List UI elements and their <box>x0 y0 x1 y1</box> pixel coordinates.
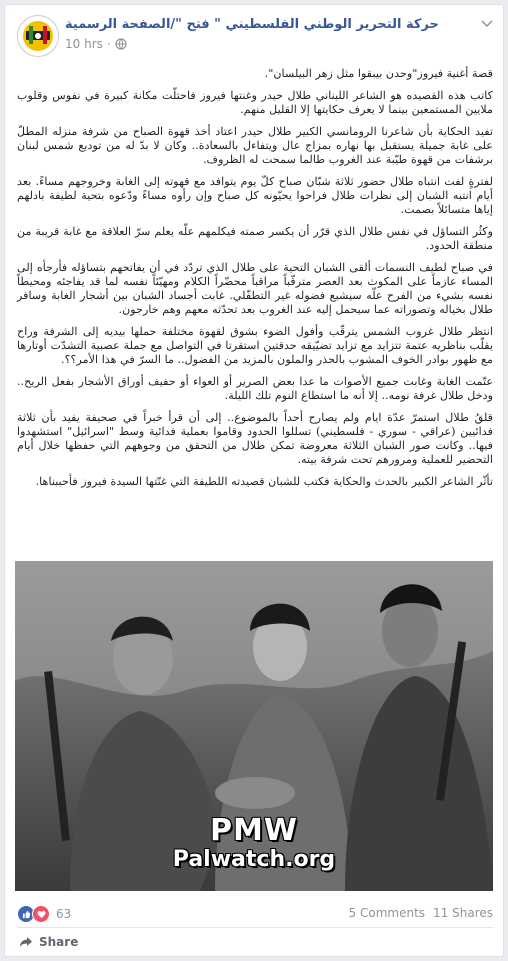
share-label: Share <box>39 935 79 949</box>
post-stats <box>17 901 493 925</box>
post-paragraph: وكثُر التساؤل في نفس طلال الذي قرّر أن يكسر صمته فيكلمهم علّه يعلم سرّ العلاقة مع غابة قريبة من منطقة الحدود. <box>17 225 493 252</box>
post-card <box>4 4 504 957</box>
post-time[interactable]: 10 hrs <box>65 37 103 51</box>
comments-count-link[interactable]: 5 Comments <box>348 906 426 920</box>
post-paragraph: قصة أغنية فيروز"وحدن بيبقوا مثل زهر البيلسان". <box>264 67 493 80</box>
page-avatar[interactable] <box>17 15 59 57</box>
post-body <box>17 67 493 497</box>
post-photo[interactable] <box>15 561 493 891</box>
meta-separator: · <box>106 37 111 51</box>
watermark-pmw: PMW <box>210 813 298 848</box>
fatah-logo-icon <box>18 16 58 56</box>
post-paragraph: تفيد الحكاية بأن شاعرنا الرومانسي الكبير طلال حيدر اعتاد أخذ قهوة الصباح من شرفة منزله المطلّ على غابة جميلة يستقبل بها نهاره بمزاج عال ويتفاءل بالسعادة.. وكان لا بدّ له من توديع شمس لبنان برشفات من قهوة طيّبة عند الغروب طالما سمحت له الظروف. <box>17 125 493 166</box>
post-paragraph: تأثّر الشاعر الكبير بالحدث والحكاية فكتب للشبان قصيدته اللطيفة التي غنّتها السيدة فيروز فأحببناها. <box>35 475 493 488</box>
page-name-link[interactable]: حركة التحرير الوطني الفلسطيني " فتح "/الصفحة الرسمية <box>65 17 439 32</box>
engagement-counts <box>349 906 493 920</box>
post-paragraph: قلقُ طلال استمرّ عدّة ايام ولم يصارح أحداً بالموضوع.. إلى أن قرأ خبراً في صحيفة يفيد بأن ثلاثة فدائيين (عراقي - سوري - فلسطيني) تسللوا الحدود وقاموا بعملية فدائية وسط "اسرائيل" استشهدوا فيها.. وكانت صور الشبان الثلاثة معروضة تمكن طلال من التحقق من وجوههم التي حفظها خلال أيام التحضير للعملية ومرورهم تحت شرفة بيته. <box>17 411 493 466</box>
watermark-site: Palwatch.org <box>172 847 336 872</box>
shares-count-link[interactable]: 11 Shares <box>433 906 493 920</box>
post-paragraph: لفترةٍ لفت انتباه طلال حضور ثلاثة شبّان صباح كلّ يوم يتوافد مع قهوته إلى الغابة وخروجهم مساءً. بعد أيام انتبه الشبان إلى نظرات طلال فراحوا يحيّونه كل صباح وإن رأوه مساءً ودّعوه بتحية لطيفة بادلهم إياها متسائلاً بصمت. <box>17 175 493 216</box>
share-button[interactable] <box>19 935 78 949</box>
reactions-summary[interactable] <box>17 905 71 923</box>
post-options-chevron-icon[interactable] <box>481 17 493 31</box>
reaction-count: 63 <box>56 907 72 921</box>
action-divider <box>17 927 493 928</box>
post-paragraph: انتظر طلال غروب الشمس يترقّب وأفول الضوء بشوق لقهوة مختلفة حملها بيديه إلى الشرفة وراح يقلّب بناظريه عتمة تتزايد مع تزايد تضيّيقه حدقتين استقرتا في التواصل مع جملة عصبية التشدّت أوتارها مع ظهور بوادر الخوف المشوب بالحذر والملون بالمزيد من الفضول.. ما السرّ في هذا الأمر؟؟. <box>17 325 493 366</box>
post-paragraph: كاتب هذه القصيده هو الشاعر اللبناني طلال حيدر وغنتها فيروز فاحتلّت مكانة كبيرة في نفوس وقلوب ملايين المستمعين بينما لا يعرف حكايتها إلا القليل منهم. <box>17 89 493 116</box>
post-paragraph: عتّمت الغابة وغابت جميع الأصوات ما عدا بعض الصرير أو العواء أو حفيف أوراق الأشجار بفعل الريح.. ودخل طلال غرفة نومه.. إلا أنه ما استطاع النوم تلك الليلة. <box>17 375 493 402</box>
post-paragraph: في صباح لطيف النسمات ألقى الشبان التحية على طلال الذي تردّد في أن يفاتحهم بتساؤله فأرجأه إلى المساء عازماً على المكوث بعد العصر مترقّباً مراقباً محضّراً الكلام ومهيّئاً نفسه لما قد يفاجئه ومحيطاً نفسه بشيء من الفرح علّه سيشبع فضوله غير التطفّلي. غابت أجساد الشبان بين أشجار الغابة وسافر طلال بخياله وتصوراته عما سيحمل إليه عند الغروب بعد تحدّثه معهم وهم خارجون. <box>17 261 493 316</box>
post-header <box>17 15 493 61</box>
share-arrow-icon <box>19 936 33 948</box>
post-meta <box>65 37 127 51</box>
globe-icon[interactable] <box>115 38 127 50</box>
love-reaction-icon <box>32 905 50 923</box>
